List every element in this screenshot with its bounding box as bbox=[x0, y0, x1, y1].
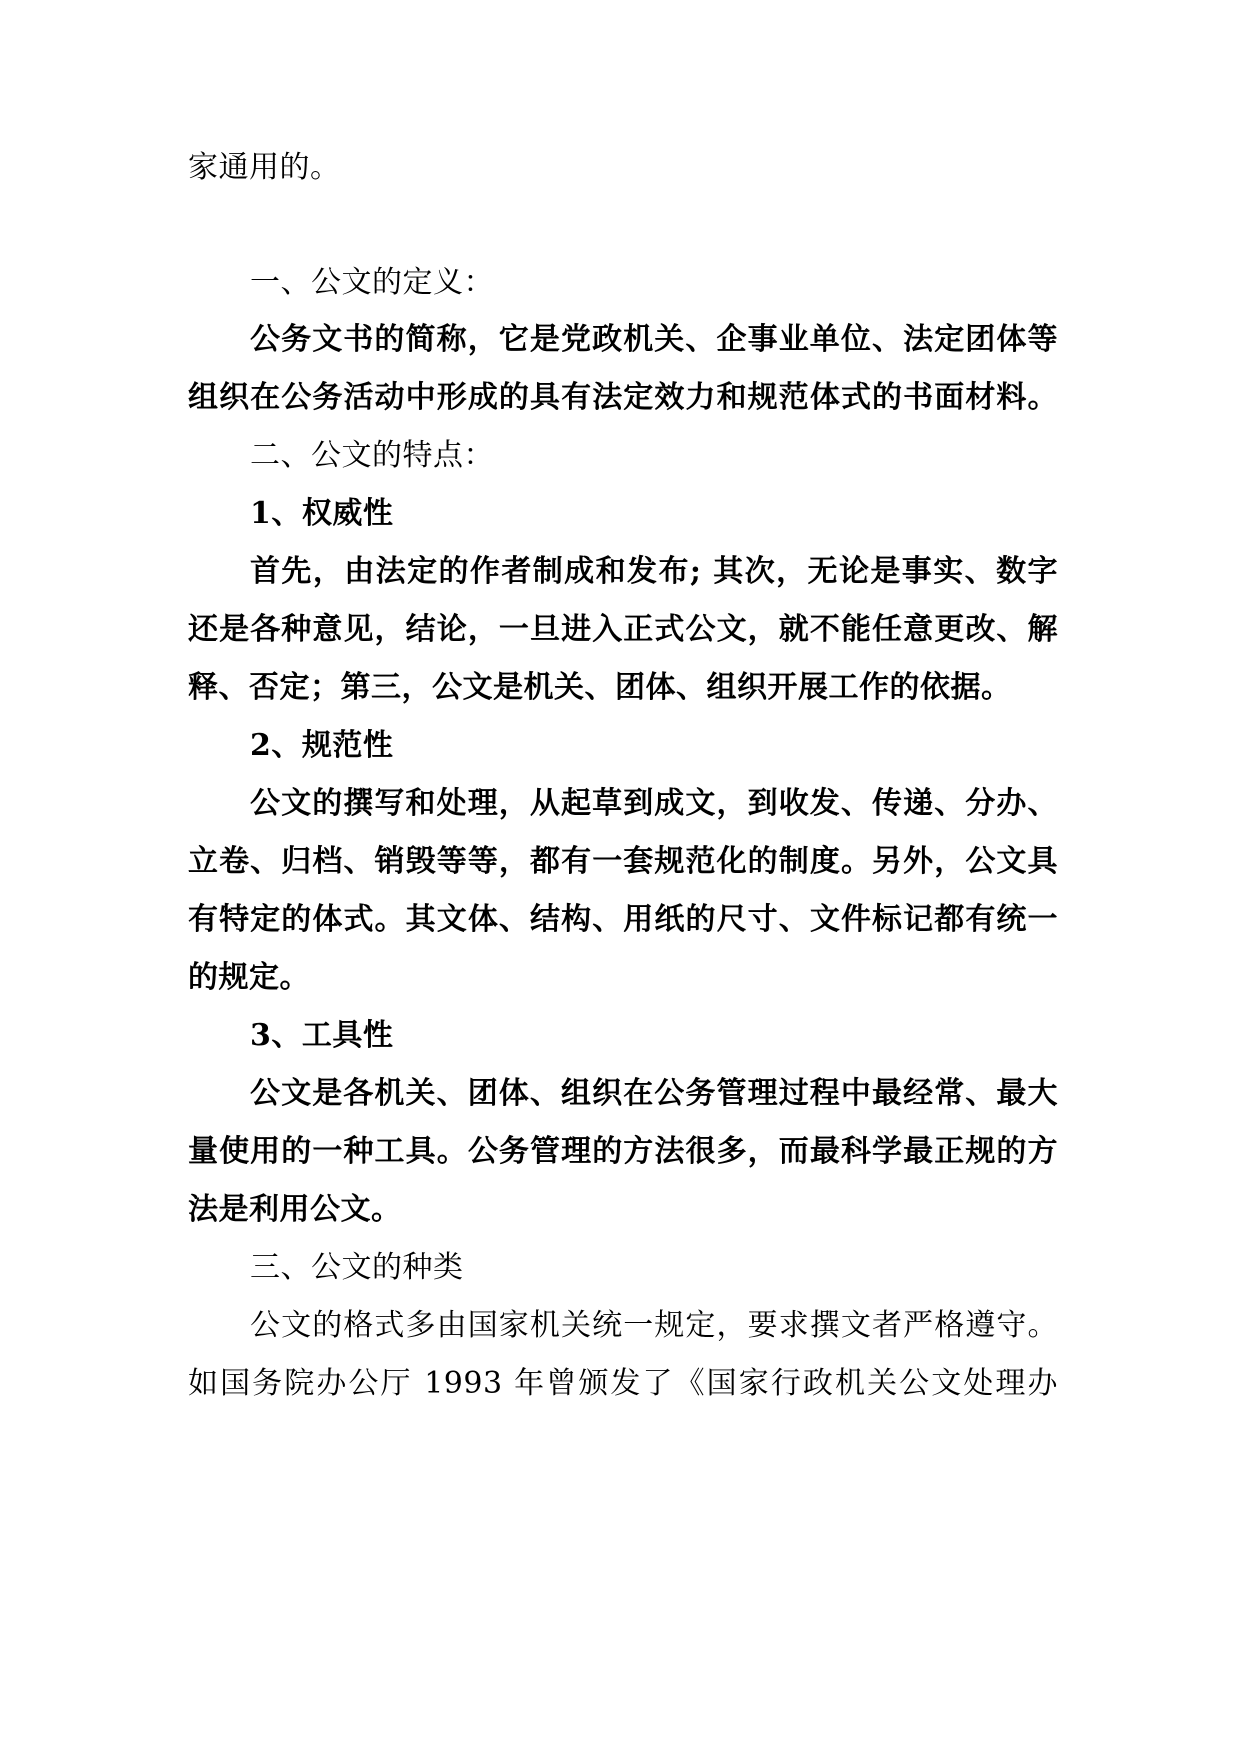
section-heading-definition: 一、公文的定义： bbox=[250, 265, 494, 300]
paragraph-authority-line-3: 释、否定；第三，公文是机关、团体、组织开展工作的依据。 bbox=[188, 670, 1012, 705]
paragraph-instrumentality-line-3: 法是利用公文。 bbox=[188, 1192, 402, 1227]
section-heading-features: 二、公文的特点： bbox=[250, 438, 494, 473]
subheading-authority: 1、权威性 bbox=[250, 496, 394, 531]
paragraph-definition-line-1: 公务文书的简称，它是党政机关、企事业单位、法定团体等 bbox=[250, 322, 1058, 357]
paragraph-definition-line-2: 组织在公务活动中形成的具有法定效力和规范体式的书面材料。 bbox=[188, 380, 1058, 415]
paragraph-types-line-1: 公文的格式多由国家机关统一规定，要求撰文者严格遵守。 bbox=[250, 1308, 1058, 1343]
paragraph-normativity-line-3: 有特定的体式。其文体、结构、用纸的尺寸、文件标记都有统一 bbox=[188, 902, 1058, 937]
section-heading-types: 三、公文的种类 bbox=[250, 1250, 464, 1285]
subheading-normativity: 2、规范性 bbox=[250, 728, 394, 763]
paragraph-instrumentality-line-1: 公文是各机关、团体、组织在公务管理过程中最经常、最大 bbox=[250, 1076, 1058, 1111]
paragraph-instrumentality-line-2: 量使用的一种工具。公务管理的方法很多，而最科学最正规的方 bbox=[188, 1134, 1058, 1169]
paragraph-types-line-2: 如国务院办公厅 1993 年曾颁发了《国家行政机关公文处理办 bbox=[188, 1366, 1058, 1401]
text-line-continuation: 家通用的。 bbox=[188, 150, 341, 185]
subheading-instrumentality: 3、工具性 bbox=[250, 1018, 394, 1053]
paragraph-normativity-line-4: 的规定。 bbox=[188, 960, 310, 995]
paragraph-authority-line-1: 首先，由法定的作者制成和发布; 其次，无论是事实、数字 bbox=[250, 554, 1058, 589]
paragraph-normativity-line-1: 公文的撰写和处理，从起草到成文，到收发、传递、分办、 bbox=[250, 786, 1058, 821]
paragraph-authority-line-2: 还是各种意见，结论，一旦进入正式公文，就不能任意更改、解 bbox=[188, 612, 1058, 647]
paragraph-normativity-line-2: 立卷、归档、销毁等等，都有一套规范化的制度。另外，公文具 bbox=[188, 844, 1058, 879]
